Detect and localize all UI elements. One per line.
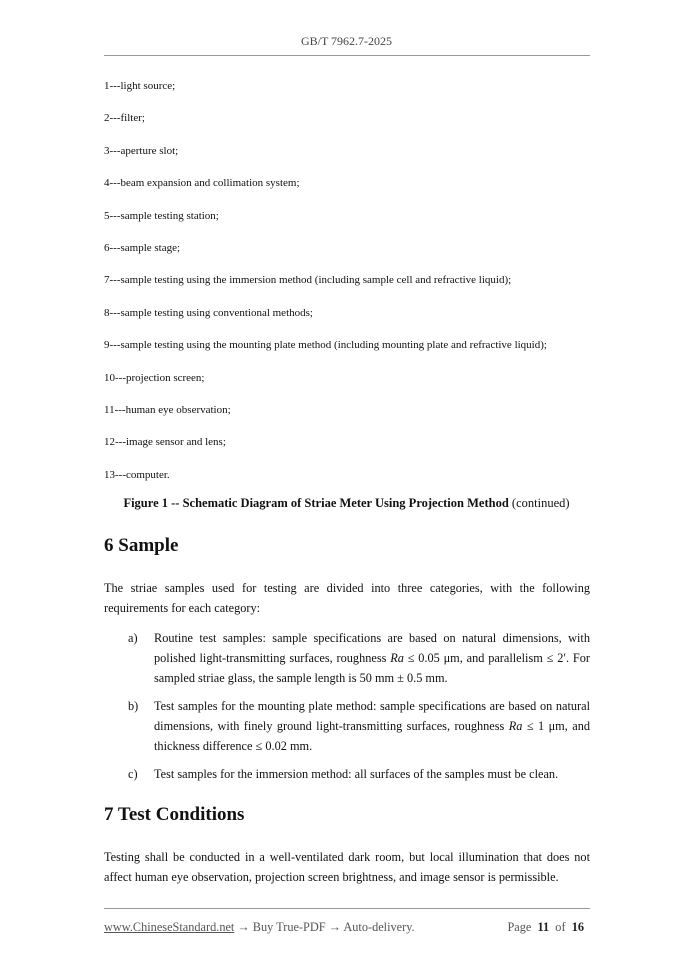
figure-caption-title: Figure 1 -- Schematic Diagram of Striae Meter Using Projection Method: [123, 496, 509, 510]
figure-legend-list: [104, 78, 594, 499]
legend-item: 4---beam expansion and collimation system;: [104, 177, 300, 190]
section-heading-sample: 6 Sample: [104, 535, 179, 556]
legend-item: 3---aperture slot;: [104, 144, 179, 157]
list-item-text: Test samples for the mounting plate method: sample specifications are based on natural dimensions, with finely ground light-transmitting surfaces, roughness Ra ≤ 1 μm, and thickness difference ≤ 0.02 mm.: [154, 699, 591, 753]
list-item-text: Test samples for the immersion method: all surfaces of the samples must be clean.: [154, 767, 559, 781]
page-number: Page 11 of 16: [507, 920, 584, 934]
footer-divider: [104, 908, 590, 909]
list-item: [104, 696, 590, 756]
legend-item: 8---sample testing using conventional methods;: [104, 306, 313, 319]
legend-item: 6---sample stage;: [104, 241, 181, 254]
list-marker: b): [128, 699, 139, 713]
page-footer: [104, 920, 590, 935]
legend-item: 7---sample testing using the immersion method (including sample cell and refractive liquid);: [104, 274, 512, 287]
header-divider: [104, 55, 590, 56]
list-marker: c): [128, 767, 138, 781]
site-link[interactable]: www.ChineseStandard.net: [104, 920, 235, 934]
legend-item: 11---human eye observation;: [104, 403, 231, 416]
list-item: [104, 764, 590, 784]
legend-item: 9---sample testing using the mounting plate method (including mounting plate and refractive liquid);: [104, 339, 547, 352]
list-item: [104, 628, 590, 688]
delivery-text: Auto-delivery.: [343, 920, 415, 934]
legend-item: 1---light source;: [104, 80, 176, 92]
arrow-icon: →: [237, 920, 250, 934]
sample-intro-paragraph: The striae samples used for testing are divided into three categories, with the following requirements for each category:: [104, 581, 590, 615]
section-heading-test-conditions: 7 Test Conditions: [104, 804, 245, 825]
legend-item: 13---computer.: [104, 468, 170, 481]
roughness-symbol: Ra: [390, 651, 404, 665]
arrow-icon: →: [328, 920, 341, 934]
test-conditions-paragraph: Testing shall be conducted in a well-ventilated dark room, but local illumination that does not affect human eye observation, projection screen brightness, and image sensor is permissible.: [104, 850, 590, 884]
list-marker: a): [128, 631, 138, 645]
legend-item: 10---projection screen;: [104, 371, 205, 384]
list-item-text: Routine test samples: sample specifications are based on natural dimensions, with polished light-transmitting surfaces, roughness Ra ≤ 0.05 μm, and parallelism ≤ 2′. For sampled striae glass, the sample length is 50 mm ± 0.5 mm.: [154, 631, 591, 685]
legend-item: 12---image sensor and lens;: [104, 436, 226, 449]
legend-item: 2---filter;: [104, 112, 145, 125]
roughness-symbol: Ra: [508, 719, 523, 733]
legend-item: 5---sample testing station;: [104, 209, 219, 222]
figure-caption-suffix: (continued): [508, 496, 570, 510]
running-header: GB/T 7962.7-2025: [300, 34, 393, 48]
buy-pdf-text: Buy True-PDF: [252, 920, 326, 934]
figure-caption: [0, 496, 693, 511]
